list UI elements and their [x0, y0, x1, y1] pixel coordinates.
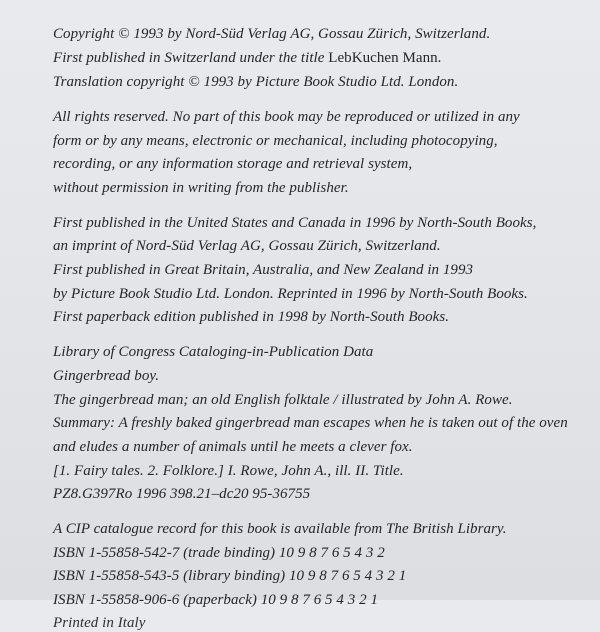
original-title-prefix: First published in Switzerland under the title	[53, 50, 329, 66]
isbn-paperback: ISBN 1-55858-906-6 (paperback) 10 9 8 7 6 5 4 3 2 1	[53, 592, 378, 608]
rights-line-2: form or by any means, electronic or mechanical, including photocopying,	[53, 133, 498, 149]
cip-subjects: [1. Fairy tales. 2. Folklore.] I. Rowe, John A., ill. II. Title.	[53, 463, 404, 479]
cip-summary-1: Summary: A freshly baked gingerbread man escapes when he is taken out of the oven	[53, 415, 568, 431]
original-title: LebKuchen Mann.	[328, 50, 442, 66]
copyright-line: Copyright © 1993 by Nord-Süd Verlag AG, Gossau Zürich, Switzerland.	[53, 26, 491, 42]
publication-line-4: by Picture Book Studio Ltd. London. Reprinted in 1996 by North-South Books.	[53, 286, 528, 302]
publication-line-1: First published in the United States and Canada in 1996 by North-South Books,	[53, 215, 537, 231]
rights-line-1: All rights reserved. No part of this book may be reproduced or utilized in any	[53, 109, 520, 125]
rights-line-3: recording, or any information storage and retrieval system,	[53, 156, 413, 172]
cip-summary-2: and eludes a number of animals until he meets a clever fox.	[53, 439, 413, 455]
isbn-trade: ISBN 1-55858-542-7 (trade binding) 10 9 8 7 6 5 4 3 2	[53, 545, 385, 561]
original-title-line	[53, 49, 441, 67]
cip-title: The gingerbread man; an old English folktale / illustrated by John A. Rowe.	[53, 392, 513, 408]
publication-line-5: First paperback edition published in 1998 by North-South Books.	[53, 309, 450, 325]
british-library-line: A CIP catalogue record for this book is available from The British Library.	[53, 521, 507, 537]
publication-line-3: First published in Great Britain, Australia, and New Zealand in 1993	[53, 262, 474, 278]
publication-line-2: an imprint of Nord-Süd Verlag AG, Gossau Zürich, Switzerland.	[53, 238, 441, 254]
cip-heading: Library of Congress Cataloging-in-Publication Data	[53, 344, 374, 360]
rights-line-4: without permission in writing from the publisher.	[53, 180, 349, 196]
cip-classification: PZ8.G397Ro 1996 398.21–dc20 95-36755	[53, 486, 311, 502]
translation-copyright-line: Translation copyright © 1993 by Picture Book Studio Ltd. London.	[53, 74, 459, 90]
printed-in-line: Printed in Italy	[53, 615, 146, 631]
isbn-library: ISBN 1-55858-543-5 (library binding) 10 9 8 7 6 5 4 3 2 1	[53, 568, 407, 584]
cip-main-entry: Gingerbread boy.	[53, 368, 160, 384]
